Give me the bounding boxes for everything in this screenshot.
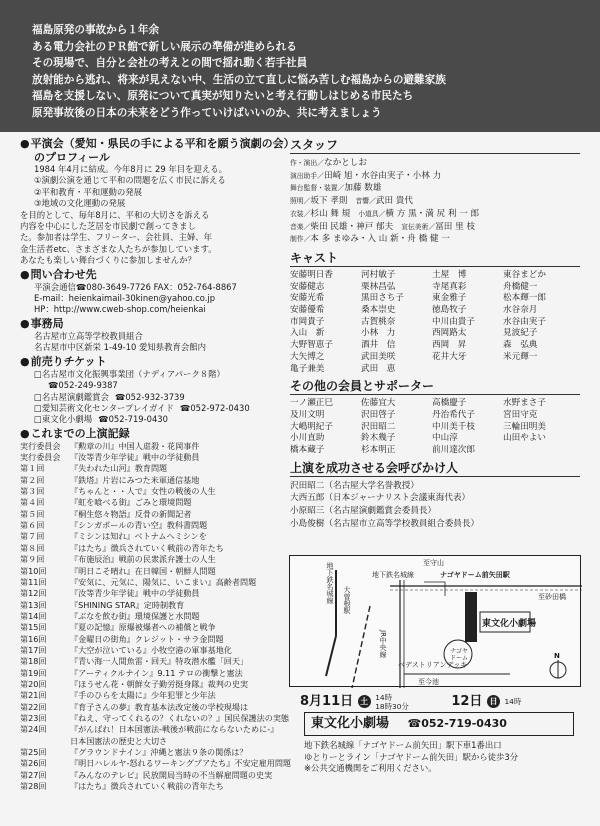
history-row: [20, 497, 282, 508]
history-year: 第26回: [20, 758, 47, 769]
member-name: 小川直助: [290, 433, 325, 444]
history-row: [20, 690, 282, 701]
staff-role: 照明／: [290, 197, 311, 206]
history-year: 第８回: [20, 542, 45, 553]
history-year: 第15回: [20, 622, 47, 633]
profile-line: ①演劇公演を通じて平和の問題を広く市民に訴える: [34, 175, 226, 186]
cast-name: 安藤健志: [290, 281, 325, 292]
history-row: [20, 770, 282, 781]
cast-name: 舟橋健一: [503, 281, 538, 292]
history-year: 第21回: [20, 690, 47, 701]
cast-name: 西岡路太: [432, 328, 467, 339]
profile-line: 内容を中心にした芝居を市民劇で創ってきまし: [20, 221, 196, 232]
history-title: 『SHINING STAR』定時制教育: [70, 599, 185, 610]
history-row: [20, 531, 282, 542]
staff-role: 音楽／: [290, 222, 311, 231]
history-title: 『はたち』徴兵されていく戦前の青年たち: [70, 781, 224, 792]
history-title: 『がんばれ！日本国憲法‐戦後が戦前にならないために‐』: [70, 724, 279, 735]
member-name: 及川文明: [290, 409, 325, 420]
office-heading: ● 事務局: [20, 317, 282, 331]
history-row: [20, 712, 290, 724]
map-label-street: ベデストリアンデッキ: [398, 661, 468, 669]
contact-line: E-mail：heienkaimail-30kinen@yahoo.co.jp: [34, 293, 216, 304]
history-row: [20, 622, 282, 633]
contact-info: [20, 282, 282, 316]
history-year: 第17回: [20, 644, 47, 655]
contact-heading: ● 問い合わせ先: [20, 268, 282, 282]
venue-box: [304, 712, 574, 736]
member-name: 大嶋明紀子: [290, 421, 333, 432]
history-title: 『手のひらを太陽に』少年犯罪と少年法: [70, 690, 216, 701]
history-title: 『鉄塔』片岩にみつた米軍通信基地: [70, 474, 200, 485]
history-row: [20, 656, 282, 667]
venue-name: 東文化小劇場: [311, 716, 390, 731]
cast-name: 中川由貴子: [432, 316, 475, 327]
date-1-time-2: 18時30分: [375, 701, 409, 711]
history-title: 『グラウンドナイン』沖縄と憲法９条の関係は？: [70, 747, 248, 757]
ticket-item: [20, 392, 282, 403]
staff-row: [290, 170, 580, 183]
member-name: 橋本藏子: [290, 445, 325, 456]
profile-line: 金生活者etc、さまざまな人たちが参加しています。: [20, 243, 217, 254]
member-name: 前川達次郎: [432, 445, 475, 456]
intro-line: 放射能から逃れ、将来が見えない中、生活の立て直しに悩み苦しむ福島からの避難家族: [32, 73, 446, 86]
profile-line: あなたも楽しい舞台づくりに参加しませんか？: [20, 255, 196, 266]
staff-row: [290, 221, 580, 234]
map-label-venue: 東文化小劇場: [482, 619, 537, 629]
history-title: 『布施辰治』戦前の民衆派弁護士の人生: [70, 554, 216, 565]
member-name: 佐藤宜大: [361, 398, 396, 409]
history-row: [20, 554, 282, 565]
history-row: [20, 520, 282, 531]
ticket-phone: ☎052-932-3739: [114, 391, 185, 402]
office-line: 名古屋市立高等学校教員組合: [34, 330, 143, 341]
map-label-meijo: 地下鉄名城線: [326, 562, 334, 604]
staff-role: 作・演出／: [290, 159, 324, 167]
profile-heading-2: のプロフィール: [34, 151, 110, 164]
map-label-to: 至砂田橋: [538, 593, 566, 601]
history-year: 第25回: [20, 747, 47, 757]
date-1-times: [375, 693, 409, 711]
cast-name: 武田 恵: [361, 363, 396, 374]
ticket-phone-row: [20, 380, 282, 391]
member-name: 水野まさ子: [503, 398, 546, 409]
history-row: [20, 600, 282, 611]
history-title: 『安気に、元気に、陽気に、いこまい』高齢者問題: [70, 576, 257, 587]
history-title: 『ちゃんと・・人で』女性の戦後の人生: [70, 486, 216, 497]
staff-list: [290, 157, 580, 246]
left-column: [20, 137, 295, 792]
history-year: 第28回: [20, 781, 47, 792]
staff-row: [290, 182, 580, 195]
map-label-station: ナゴヤドーム前矢田駅: [440, 571, 510, 579]
history-year: 第２回: [20, 474, 45, 485]
profile-line: を目的として、毎年8月に、平和の大切さを訴える: [20, 209, 210, 220]
ticket-vendor: □名古屋市文化振興事業団（ナディアパーク８階）: [34, 368, 225, 379]
date-1-time-1: 14時: [375, 692, 392, 702]
cast-name: 大矢博之: [290, 351, 325, 362]
history-row: [20, 441, 282, 452]
history-row: [20, 781, 282, 792]
history-row: [20, 702, 282, 713]
history-year: 第６回: [20, 520, 45, 531]
staff-name: 田崎 旭・水谷由実子・小林 力: [323, 170, 442, 181]
cast-name: 米元輝一: [503, 351, 538, 362]
cast-name: 栗林昌弘: [361, 281, 396, 292]
history-title: 『勲章の川』中国人虐殺・花岡事件: [70, 440, 200, 451]
ticket-phone: ☎052-249-9387: [48, 380, 118, 391]
cast-name: 小林 力: [361, 328, 396, 339]
history-row: [20, 486, 282, 497]
staff-row: [290, 157, 580, 170]
history-title: 『汝等青少年学徒』戦中の学徒動員: [70, 452, 200, 463]
history-year: 第10回: [20, 565, 47, 576]
profile-heading: ● 平演会（愛知・県民の手による平和を願う演劇の会）: [20, 137, 282, 151]
history-title: 『シンガポールの青い空』教科書問題: [70, 520, 208, 531]
venue-phone: ☎052-719-0430: [407, 717, 507, 730]
cast-name: 花井大牙: [432, 351, 467, 362]
cast-list: [290, 270, 580, 375]
history-year: 第13回: [20, 599, 47, 610]
history-row: [20, 566, 282, 577]
history-title: 『育子さんの夢』教育基本法改定後の学校現場は: [70, 701, 249, 712]
history-title: 『明日こそ晴れ』在日韓国・朝鮮人問題: [70, 565, 216, 576]
cast-name: 桑本崇史: [361, 305, 396, 316]
cast-name: 武田美咲: [361, 351, 396, 362]
history-title: 『失われた山河』教育問題: [70, 463, 168, 474]
access-line: ※公共交通機関をご利用ください。: [304, 763, 437, 774]
date-2-time: 14時: [504, 697, 522, 706]
history-row: [20, 724, 282, 735]
history-title: 『ミシンは知れ』ベトナムヘミシンを: [70, 531, 207, 542]
supporters-title: 上演を成功させる会呼びかけ人: [290, 460, 580, 477]
supporter-list: [290, 480, 580, 530]
profile-line: ②平和教育・平和運動の発展: [34, 186, 143, 197]
ticket-item: [20, 403, 282, 414]
staff-name: 柴田 民雄・神戸 郁夫: [310, 221, 394, 232]
staff-name: 横 方 黒・満 尻 利 一 郎: [385, 208, 480, 219]
history-title: 『はたち』徴兵されていく戦前の青年たち: [70, 542, 224, 553]
ticket-item: [20, 369, 282, 380]
member-name: [503, 445, 580, 457]
ticket-list: [20, 369, 282, 426]
cast-name: 古賀桃奈: [361, 316, 396, 327]
member-name: 沢田啓子: [361, 409, 396, 420]
date-1-day: 土: [358, 695, 371, 708]
intro-line: 福島を支援しない、原発について真実が知りたいと考え行動しはじめる市民たち: [32, 90, 414, 103]
history-year: 第３回: [20, 486, 45, 497]
performance-dates: [300, 690, 580, 711]
history-title: 『ぶなを飲む街』環境保護と水問題: [70, 610, 200, 621]
map-label-jr: JR中央線: [379, 630, 387, 658]
contact-line: 平演会通信☎080-3649-7726 FAX：052-764-8867: [34, 281, 237, 292]
tickets-heading: ● 前売りチケット: [20, 355, 282, 369]
intro-line: ある電力会社のＰＲ館で新しい展示の準備が進められる: [32, 40, 297, 53]
supporter-row: 沢田昭二（名古屋大学名誉教授）: [290, 480, 419, 491]
compass-north-icon: N: [554, 652, 560, 660]
history-row: [20, 634, 282, 645]
history-title: 『ほうせん花・朝鮮女子勤労挺身隊』裁判の史実: [70, 678, 249, 689]
cast-name: 大野智恵子: [290, 340, 333, 351]
cast-name: [503, 364, 580, 376]
history-row: [20, 475, 282, 486]
cast-name: 安藤光希: [290, 293, 325, 304]
history-row: [20, 758, 292, 769]
staff-name: 本 多 まゆみ・入 山 新・舟 橋 健 一: [310, 234, 450, 245]
staff-role: 宣伝美術／: [401, 222, 436, 231]
history-title: 『大空が泣いている』小牧空港の軍事基地化: [70, 644, 232, 655]
history-year: 第12回: [20, 588, 47, 599]
history-year: 第23回: [20, 712, 47, 723]
cast-title: キャスト: [290, 250, 580, 267]
supporter-row: 小島俊樹（名古屋市立高等学校教員組合委員長）: [290, 518, 480, 529]
staff-role: 舞台監督・装置／: [290, 184, 345, 193]
member-name: 鈴木幾子: [361, 433, 396, 444]
cast-name: 酒井 信: [361, 340, 396, 351]
cast-name: 入山 新: [290, 328, 325, 339]
history-heading: ● これまでの上演記録: [20, 427, 282, 441]
history-title: 『汝等青少年学徒』戦中の学徒動員: [70, 588, 200, 599]
member-name: 中山淳: [432, 433, 458, 444]
office-info: [20, 331, 282, 354]
staff-name: 冨田 里 枝: [435, 221, 476, 232]
access-map: [289, 555, 581, 687]
member-name: 山田やよい: [503, 433, 546, 444]
history-year: 第７回: [20, 531, 45, 542]
ticket-vendor: □名古屋演劇鑑賞会: [34, 391, 109, 402]
map-label-ozone: 大曽根駅: [343, 586, 351, 614]
history-row: [20, 452, 282, 463]
history-year: 第20回: [20, 678, 47, 689]
cast-name: 水谷奈月: [503, 305, 538, 316]
history-row: [20, 543, 282, 554]
intro-line: 原発事故後の日本の未来をどう作っていけばいいのか、共に考えましょう: [32, 106, 382, 119]
profile-line: た。参加者は学生、フリーター、会社員、主婦、年: [20, 232, 212, 243]
history-title: 『アーティクルナイン』9.11 テロの衝撃と憲法: [70, 667, 243, 678]
intro-banner: [0, 0, 600, 132]
member-name: 中川美千枝: [432, 421, 475, 432]
member-name: 沢田昭二: [361, 421, 396, 432]
staff-role: 演出助手／: [290, 171, 324, 180]
cast-name: 西岡 昇: [432, 340, 467, 351]
history-row: [20, 577, 282, 588]
history-row: [20, 463, 282, 474]
history-year: 第19回: [20, 667, 47, 678]
support-list: [290, 398, 580, 457]
history-row: [20, 747, 282, 758]
history-row: [20, 736, 282, 747]
profile-line: ③地域の文化運動の発展: [34, 198, 126, 209]
history-row: [20, 645, 282, 656]
ticket-phone: ☎052-972-0430: [179, 402, 250, 413]
history-list: [20, 440, 292, 793]
history-title: 『みんなのテレビ』民放開局当時の不当解雇問題の史実: [70, 769, 273, 780]
history-row: [20, 668, 282, 679]
history-year: 第11回: [20, 576, 47, 587]
contact-line: HP：http://www.cweb-shop.com/heienkai: [34, 304, 206, 315]
access-line: ゆとりーとライン「ナゴヤドーム前矢田」駅から徒歩3分: [304, 751, 519, 762]
member-name: 三輪田明美: [503, 421, 546, 432]
cast-name: 水谷由実子: [503, 316, 546, 327]
map-label-line: 地下鉄名城線: [372, 571, 414, 579]
cast-name: 市岡貴子: [290, 316, 325, 327]
staff-role: 衣装／: [290, 209, 311, 218]
access-info: [304, 740, 582, 775]
staff-row: [290, 208, 580, 221]
history-title: 『明日ハレルヤ‐怒れるワーキングプアたち』不安定雇用問題: [70, 758, 292, 769]
staff-name: なかとしお: [323, 158, 367, 168]
history-year: 第４回: [20, 497, 45, 508]
cast-name: 河村敏子: [361, 269, 396, 280]
access-line: 地下鉄名城線「ナゴヤドーム前矢田」駅下車1番出口: [304, 740, 502, 750]
history-year: 第24回: [20, 724, 47, 735]
cast-name: 松本輝一郎: [503, 293, 546, 304]
cast-name: 見波紀子: [503, 328, 538, 339]
member-name: 一ノ瀬正巳: [290, 398, 333, 409]
office-line: 名古屋市中区新栄 1-49-10 愛知県教育会館内: [34, 342, 207, 353]
history-title: 『青い海一人間魚雷・回天』特攻潜水艦「回天」: [70, 656, 249, 667]
date-1: 8月11日: [300, 694, 354, 709]
history-title: 『桐生悠々物語』反骨の新聞記者: [70, 508, 192, 519]
ticket-vendor: □愛知芸術文化センタープレイガイド: [34, 402, 174, 413]
member-name: 杉本明正: [361, 445, 396, 456]
cast-name: 森 弘典: [503, 340, 538, 351]
history-row: [20, 509, 282, 520]
history-title: 『ねえ、守ってくれるの？くれないの？』国民保護法の実態: [70, 712, 290, 723]
right-column: [290, 137, 580, 530]
cast-name: 東谷まどか: [503, 269, 546, 280]
cast-name: 亀子兼美: [290, 363, 325, 374]
history-year: 第16回: [20, 633, 47, 644]
member-name: 宮田守克: [503, 409, 538, 420]
supporter-row: 小原昭三（名古屋演劇鑑賞会委員長）: [290, 505, 437, 516]
history-year: 第14回: [20, 610, 47, 621]
history-year: 実行委員会: [20, 452, 61, 463]
staff-role: 制作／: [290, 235, 311, 244]
cast-name: 徳島牧子: [432, 305, 467, 316]
ticket-item: [20, 414, 282, 425]
cast-name: 寺尾真彩: [432, 281, 467, 292]
member-name: 丹治希代子: [432, 409, 475, 420]
map-label-dome: ナゴヤドーム: [449, 648, 468, 662]
history-row: [20, 611, 282, 622]
cast-name: 黒田さち子: [361, 293, 404, 304]
staff-role: 小道具／: [358, 209, 386, 218]
member-name: 高橋慶子: [432, 398, 467, 409]
staff-name: 武田 貴代: [375, 196, 413, 207]
ticket-phone: ☎052-719-0430: [98, 414, 168, 425]
history-year: 第22回: [20, 701, 47, 712]
cast-name: 安藤明日香: [290, 269, 333, 280]
support-title: その他の会員とサポーター: [290, 378, 580, 395]
intro-line: 福島原発の事故から１年余: [32, 24, 160, 36]
history-row: [20, 679, 282, 690]
staff-name: 杉山 舞 規: [310, 208, 351, 219]
history-year: 第９回: [20, 554, 45, 565]
map-label-shidami: 至守山: [423, 559, 444, 567]
staff-row: [290, 195, 580, 208]
cast-name: 安藤優希: [290, 305, 325, 316]
date-2-day: 日: [487, 695, 500, 708]
history-title: 『夏の記憶』原爆被爆者への補償と戦争: [70, 622, 216, 633]
staff-row: [290, 233, 580, 246]
profile-text: [20, 164, 282, 267]
profile-line: 1984 年4月に結成。今年8月に 29 年目を迎える。: [34, 164, 227, 174]
history-title: 日本国憲法の歴史と大切さ: [70, 735, 168, 746]
ticket-vendor: □東文化小劇場: [34, 414, 93, 425]
history-year: 第５回: [20, 508, 45, 519]
history-year: 実行委員会: [20, 440, 61, 451]
map-label-imaike: 至今池: [418, 678, 439, 686]
cast-name: 土屋 博: [432, 269, 467, 280]
history-year: 第27回: [20, 769, 47, 780]
staff-title: スタッフ: [290, 137, 580, 154]
date-2: 12日: [451, 694, 483, 709]
history-year: 第１回: [20, 463, 45, 474]
history-title: 『虹を喰べる街』ごみと環境問題: [70, 497, 192, 508]
history-title: 『金曜日の街角』クレジット・サラ金問題: [70, 633, 224, 644]
staff-name: 坂下 孝則: [310, 196, 348, 207]
staff-role: 音響／: [355, 197, 376, 206]
staff-name: 加藤 数雄: [344, 183, 382, 194]
intro-line: その現場で、自分と会社の考えとの間で揺れ動く若手社員: [32, 57, 308, 70]
history-year: 第18回: [20, 656, 47, 667]
history-row: [20, 588, 282, 599]
cast-name: [432, 364, 503, 376]
cast-name: 東金雅子: [432, 293, 467, 304]
supporter-row: 大西五郎（日本ジャーナリスト会議東海代表）: [290, 493, 471, 504]
